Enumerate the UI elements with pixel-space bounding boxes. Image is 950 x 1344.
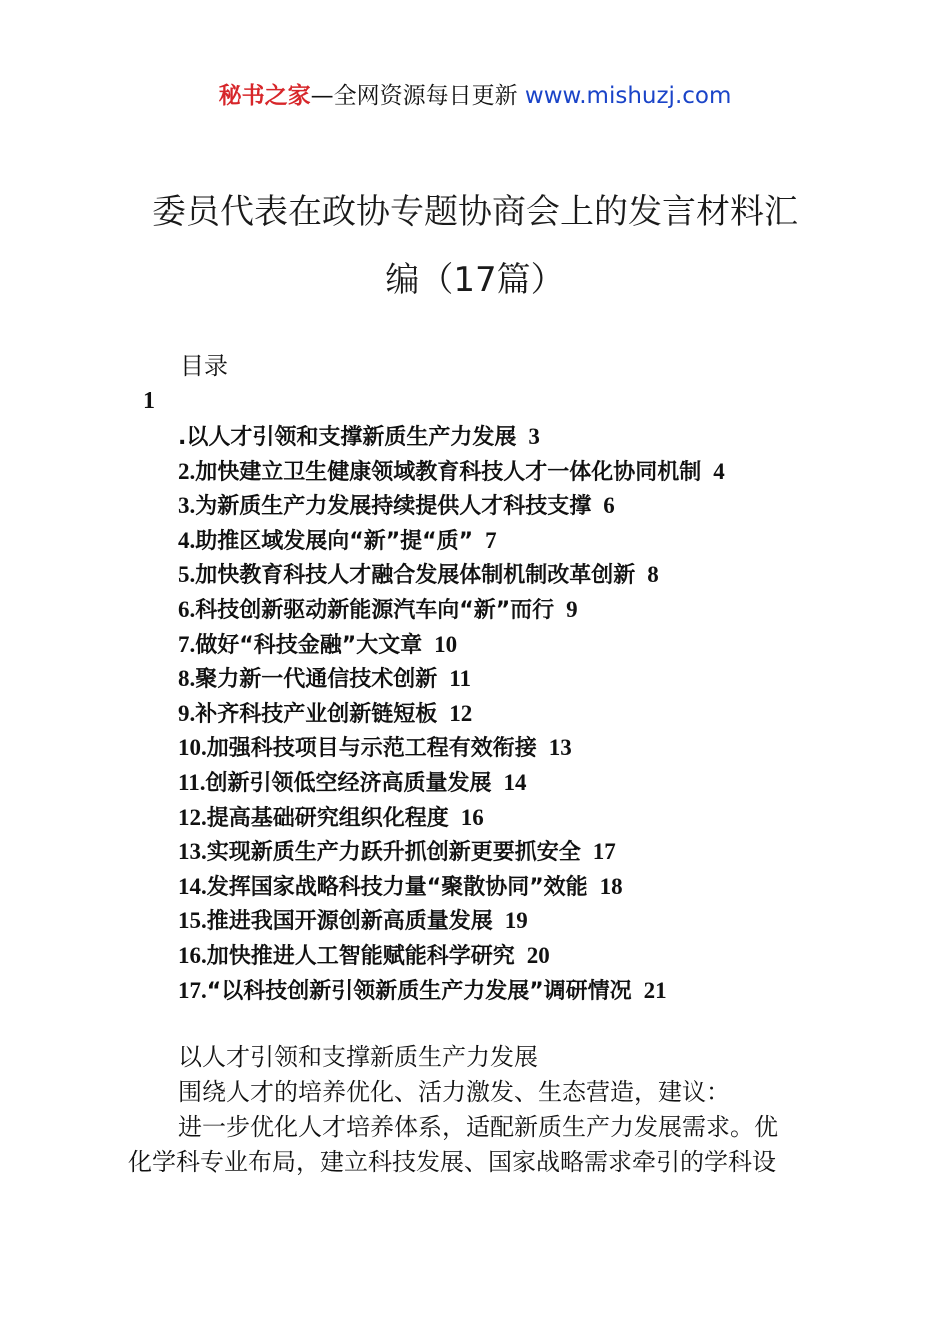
toc-page-number: 17 — [592, 839, 616, 865]
toc-item-15[interactable]: 15.推进我国开源创新高质量发展 19 — [178, 908, 528, 935]
toc-item-12[interactable]: 12.提高基础研究组织化程度 16 — [178, 804, 484, 831]
toc-item-1[interactable]: .以人才引领和支撑新质生产力发展 3 — [178, 424, 540, 450]
document-body — [128, 1040, 833, 1180]
toc-item-3[interactable]: 3.为新质生产力发展持续提供人才科技支撑 6 — [178, 493, 615, 520]
toc-item-11[interactable]: 11.创新引领低空经济高质量发展 14 — [178, 769, 527, 796]
section-title: 以人才引领和支撑新质生产力发展 — [178, 1043, 538, 1071]
intro-paragraph: 围绕人才的培养优化、活力激发、生态营造，建议： — [178, 1078, 730, 1106]
toc-page-number: 10 — [434, 631, 458, 657]
toc-item-5[interactable]: 5.加快教育科技人才融合发展体制机制改革创新 8 — [178, 562, 659, 589]
toc-item-9[interactable]: 9.补齐科技产业创新链短板 12 — [178, 700, 473, 727]
toc-heading: 目录 — [180, 352, 228, 380]
toc-page-number: 19 — [504, 908, 528, 934]
toc-page-number: 6 — [603, 493, 615, 519]
toc-first-number: 1 — [143, 388, 155, 414]
toc-page-number: 11 — [449, 666, 471, 692]
toc-item-17[interactable]: 17.“以科技创新引领新质生产力发展”调研情况 21 — [178, 977, 667, 1004]
toc-page-number: 20 — [526, 942, 550, 968]
toc-item-16[interactable]: 16.加快推进人工智能赋能科学研究 20 — [178, 942, 550, 969]
toc-item-6[interactable]: 6.科技创新驱动新能源汽车向“新”而行 9 — [178, 596, 578, 623]
toc-item-13[interactable]: 13.实现新质生产力跃升抓创新更要抓安全 17 — [178, 839, 616, 866]
site-header — [0, 80, 950, 112]
table-of-contents — [178, 420, 878, 1008]
document-title-line2: 编（17篇） — [385, 260, 565, 300]
header-tagline: —全网资源每日更新 — [310, 83, 518, 109]
paragraph-line: 化学科专业布局，建立科技发展、国家战略需求牵引的学科设 — [128, 1148, 776, 1176]
site-url-link[interactable]: www.mishuzj.com — [524, 83, 732, 109]
toc-item-8[interactable]: 8.聚力新一代通信技术创新 11 — [178, 666, 471, 693]
brand-name: 秘书之家 — [218, 83, 311, 109]
toc-page-number: 12 — [449, 700, 473, 726]
toc-item-7[interactable]: 7.做好“科技金融”大文章 10 — [178, 631, 458, 658]
toc-page-number: 9 — [566, 596, 578, 622]
toc-item-4[interactable]: 4.助推区域发展向“新”提“质” 7 — [178, 527, 497, 554]
toc-page-number: 14 — [503, 769, 527, 795]
toc-item-2[interactable]: 2.加快建立卫生健康领域教育科技人才一体化协同机制 4 — [178, 458, 725, 485]
toc-page-number: 3 — [528, 424, 540, 449]
paragraph-line: 进一步优化人才培养体系，适配新质生产力发展需求。优 — [178, 1113, 778, 1141]
toc-page-number: 21 — [643, 977, 667, 1003]
toc-page-number: 4 — [713, 458, 725, 484]
toc-page-number: 8 — [647, 562, 659, 588]
toc-item-10[interactable]: 10.加强科技项目与示范工程有效衔接 13 — [178, 735, 572, 762]
toc-page-number: 18 — [599, 873, 623, 899]
document-title-line1: 委员代表在政协专题协商会上的发言材料汇 — [152, 192, 798, 232]
toc-page-number: 7 — [485, 527, 497, 553]
toc-page-number: 13 — [548, 735, 572, 761]
toc-item-14[interactable]: 14.发挥国家战略科技力量“聚散协同”效能 18 — [178, 873, 623, 900]
toc-page-number: 16 — [460, 804, 484, 830]
